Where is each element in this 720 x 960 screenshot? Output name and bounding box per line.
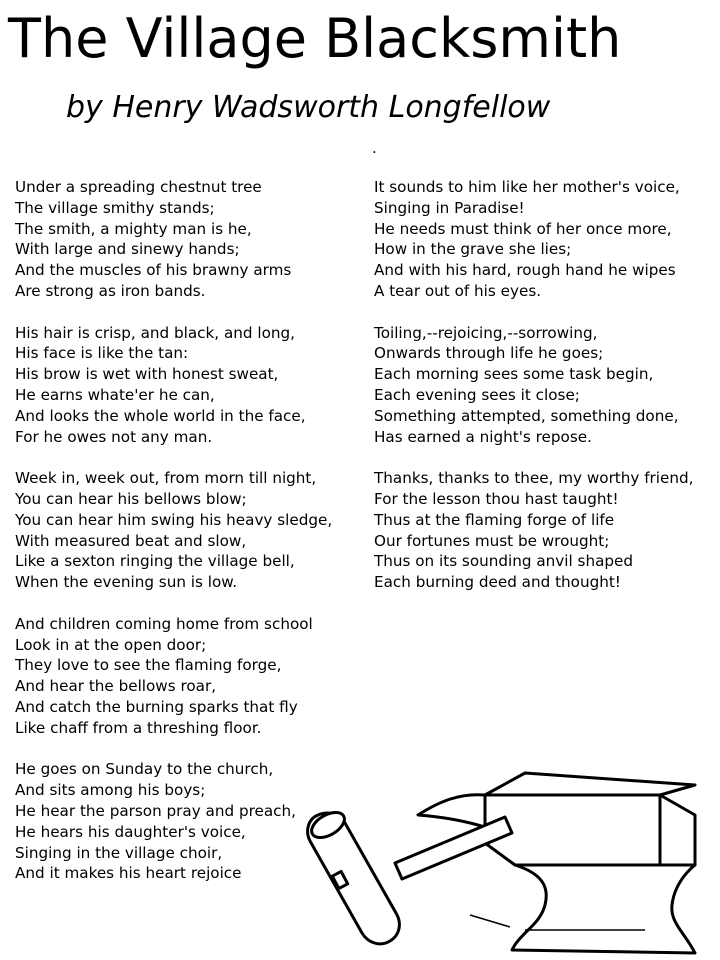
anvil-horn: [418, 795, 485, 827]
poem-line: His hair is crisp, and black, and long,: [15, 323, 295, 342]
poem-line: Each burning deed and thought!: [374, 573, 621, 592]
poem-line: Like a sexton ringing the village bell,: [15, 552, 295, 571]
poem-column-right: [374, 177, 693, 614]
poem-line: Singing in Paradise!: [374, 198, 525, 217]
poem-line: It sounds to him like her mother's voice,: [374, 178, 680, 196]
poem-line: A tear out of his eyes.: [374, 281, 542, 300]
poem-line: When the evening sun is low.: [15, 573, 238, 592]
poem-line: They love to see the flaming forge,: [15, 656, 282, 675]
poem-line: And the muscles of his brawny arms: [15, 261, 292, 280]
stanza: [15, 759, 332, 884]
poem-line: He earns whate'er he can,: [15, 385, 215, 404]
poem-line: You can hear his bellows blow;: [15, 489, 247, 508]
poem-line: Each evening sees it close;: [374, 385, 580, 404]
poem-line: And sits among his boys;: [15, 781, 206, 800]
poem-line: For he owes not any man.: [15, 427, 213, 446]
anvil-hammer-illustration: [300, 755, 720, 960]
poem-line: And it makes his heart rejoice: [15, 864, 242, 883]
poem-line: Singing in the village choir,: [15, 843, 223, 862]
anvil-base: [512, 865, 695, 953]
poem-line: The village smithy stands;: [15, 198, 215, 217]
stanza: [15, 177, 332, 302]
poem-line: Has earned a night's repose.: [374, 427, 592, 446]
poem-line: His brow is wet with honest sweat,: [15, 365, 279, 384]
poem-line: How in the grave she lies;: [374, 240, 572, 259]
poem-line: Thus at the flaming forge of life: [374, 510, 615, 529]
poem-line: For the lesson thou hast taught!: [374, 489, 619, 508]
anvil-top: [485, 773, 695, 795]
poem-line: Each morning sees some task begin,: [374, 365, 654, 384]
poem-line: And looks the whole world in the face,: [15, 406, 306, 425]
poem-line: Week in, week out, from morn till night,: [15, 469, 317, 488]
poem-line: Toiling,--rejoicing,--sorrowing,: [374, 323, 598, 342]
poem-line: And hear the bellows roar,: [15, 677, 217, 696]
poem-line: His face is like the tan:: [15, 344, 189, 363]
poem-title: The Village Blacksmith: [8, 7, 622, 70]
poem-line: With measured beat and slow,: [15, 531, 247, 550]
stanza: [15, 323, 332, 448]
poem-line: Thus on its sounding anvil shaped: [374, 552, 633, 571]
stanza: [374, 177, 693, 302]
separator-dot: .: [372, 139, 377, 157]
poem-line: Look in at the open door;: [15, 635, 207, 654]
stanza: [15, 614, 332, 739]
poem-line: Under a spreading chestnut tree: [15, 178, 262, 196]
poem-line: He hears his daughter's voice,: [15, 822, 246, 841]
stanza: [374, 323, 693, 448]
poem-line: And catch the burning sparks that fly: [15, 697, 298, 716]
poem-line: With large and sinewy hands;: [15, 240, 240, 259]
poem-line: He needs must think of her once more,: [374, 219, 672, 238]
poem-line: He goes on Sunday to the church,: [15, 760, 274, 779]
poem-line: Like chaff from a threshing floor.: [15, 718, 262, 737]
poem-line: Thanks, thanks to thee, my worthy friend,: [374, 469, 694, 488]
poem-author: by Henry Wadsworth Longfellow: [66, 90, 551, 125]
poem-line: He hear the parson pray and preach,: [15, 801, 296, 820]
poem-line: You can hear him swing his heavy sledge,: [15, 510, 333, 529]
anvil-body: [485, 795, 695, 865]
stanza: [374, 468, 693, 593]
poem-line: And with his hard, rough hand he wipes: [374, 261, 676, 280]
poem-line: Our fortunes must be wrought;: [374, 531, 610, 550]
poem-line: Something attempted, something done,: [374, 406, 679, 425]
poem-line: And children coming home from school: [15, 614, 313, 633]
poem-column-left: [15, 177, 332, 905]
poem-line: Onwards through life he goes;: [374, 344, 604, 363]
stanza: [15, 468, 332, 593]
poem-line: The smith, a mighty man is he,: [15, 219, 252, 238]
poem-line: Are strong as iron bands.: [15, 281, 206, 300]
